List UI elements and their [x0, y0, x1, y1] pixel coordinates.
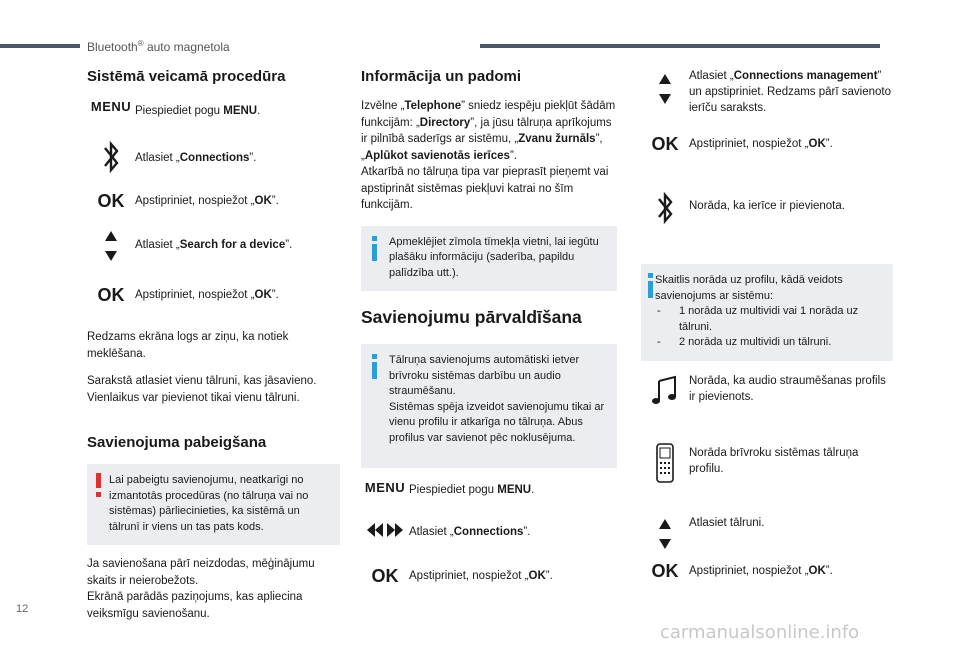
- info-box-website: Apmeklējiet zīmola tīmekļa vietni, lai iegūtu plašāku informāciju (saderība, papildu palīdzība utt.).: [361, 226, 617, 292]
- warning-icon: [93, 473, 105, 499]
- page-number: 12: [16, 603, 29, 615]
- step-search: Atlasiet „Search for a device”.: [87, 229, 342, 281]
- list-item: - 2 norāda uz multividi un tālruni.: [655, 335, 883, 351]
- paragraph-success: Ekrānā parādās paziņojums, kas apliecina veiksmīgu savienošanu.: [87, 591, 303, 620]
- paragraph-access: Atkarībā no tālruņa tipa var pieprasīt pieņemt vai apstiprināt sistēmas piekļuvi katrai no šīm funkcijām.: [361, 166, 609, 211]
- warning-box: Lai pabeigtu savienojumu, neatkarīgi no izmantotās procedūras (no tālruņa vai no sistēmas) pārliecinieties, ka sistēmā un tālrunī ir viens un tas pats kods.: [87, 464, 340, 545]
- step-menu: MENU Piespiediet pogu MENU.: [87, 99, 342, 139]
- step-audio-streaming: Norāda, ka audio straumēšanas profils ir pievienots.: [641, 373, 893, 439]
- watermark: carmanualsonline.info: [660, 622, 860, 643]
- section-heading-manage: Savienojumu pārvaldīšana: [361, 307, 582, 327]
- ok-icon: OK: [97, 191, 125, 211]
- column-3: [641, 60, 893, 601]
- step-ok-1: OK Apstipriniet, nospiežot „OK”.: [87, 187, 342, 229]
- info-icon: [369, 236, 381, 262]
- ok-icon: OK: [371, 566, 399, 586]
- info-icon: [369, 354, 381, 380]
- step-ok-1: OK Apstipriniet, nospiežot „OK”.: [641, 128, 893, 184]
- step-device-connected: Norāda, ka ierīce ir pievienota.: [641, 184, 893, 264]
- step-ok: OK Apstipriniet, nospiežot „OK”.: [361, 564, 617, 604]
- music-note-icon: [641, 373, 689, 405]
- column-2: [361, 60, 617, 604]
- paragraph-searching: Redzams ekrāna logs ar ziņu, ka notiek meklēšana.: [87, 331, 289, 360]
- info-box-profiles: Tālruņa savienojums automātiski ietver brīvroku sistēmas darbību un audio straumēšanu. Sistēmas spēja izveidot savienojumu tikai ar vienu profilu ir atkarīga no tālruņa. Abus profilus var savienot pēc noklusējuma.: [361, 344, 617, 468]
- list-item: - 1 norāda uz multividi vai 1 norāda uz tālruni.: [655, 304, 883, 335]
- column-1: [87, 60, 342, 622]
- step-connections-management: Atlasiet „Connections management” un apstipriniet. Redzams pārī savienoto ierīču saraksts.: [641, 68, 893, 128]
- paragraph-select-phone: Sarakstā atlasiet vienu tālruni, kas jāsavieno. Vienlaikus var pievienot tikai vienu tālruni.: [87, 375, 317, 404]
- step-menu: MENU Piespiediet pogu MENU.: [361, 480, 617, 522]
- header-bar: [480, 44, 880, 48]
- info-box-profile-number: Skaitlis norāda uz profilu, kādā veidots savienojums ar sistēmu: - 1 norāda uz multividi vai 1 norāda uz tālruni. - 2 norāda uz multividi un tālruni.: [641, 264, 893, 361]
- menu-icon: MENU: [90, 99, 132, 114]
- step-ok-2: OK Apstipriniet, nospiežot „OK”.: [87, 281, 342, 329]
- paragraph-retry: Ja savienošana pārī neizdodas, mēģinājumu skaits ir neierobežots.: [87, 558, 315, 587]
- section-heading-procedure: Sistēmā veicamā procedūra: [87, 68, 286, 85]
- phone-icon: [641, 439, 689, 483]
- section-heading-finish: Savienojuma pabeigšana: [87, 434, 267, 451]
- menu-icon: MENU: [364, 480, 406, 495]
- bluetooth-icon: [641, 184, 689, 226]
- step-connections: Atlasiet „Connections”.: [87, 139, 342, 187]
- ok-icon: OK: [651, 560, 679, 581]
- step-ok-2: OK Apstipriniet, nospiežot „OK”.: [641, 561, 893, 601]
- left-right-arrows-icon: [361, 522, 409, 538]
- step-select-phone: Atlasiet tālruni.: [641, 513, 893, 561]
- ok-icon: OK: [97, 285, 125, 305]
- header-bar-left: [0, 44, 80, 48]
- info-icon: [645, 273, 657, 299]
- step-connections: Atlasiet „Connections”.: [361, 522, 617, 564]
- up-down-arrows-icon: [641, 513, 689, 551]
- paragraph-telephone-menu: Izvēlne „Telephone” sniedz iespēju piekļūt šādām funkcijām: „Directory”, ja jūsu tālruņa aprīkojums ir pilnībā saderīgs ar sistēmu, „Zvanu žurnāls”, „Aplūkot savienotās ierīces”.: [361, 100, 616, 162]
- ok-icon: OK: [651, 134, 679, 154]
- page-header: Bluetooth® auto magnetola: [87, 39, 230, 54]
- bluetooth-icon: [87, 139, 135, 175]
- up-down-arrows-icon: [87, 229, 135, 263]
- section-heading-info: Informācija un padomi: [361, 68, 522, 85]
- step-handsfree-profile: Norāda brīvroku sistēmas tālruņa profilu.: [641, 439, 893, 513]
- up-down-arrows-icon: [641, 68, 689, 106]
